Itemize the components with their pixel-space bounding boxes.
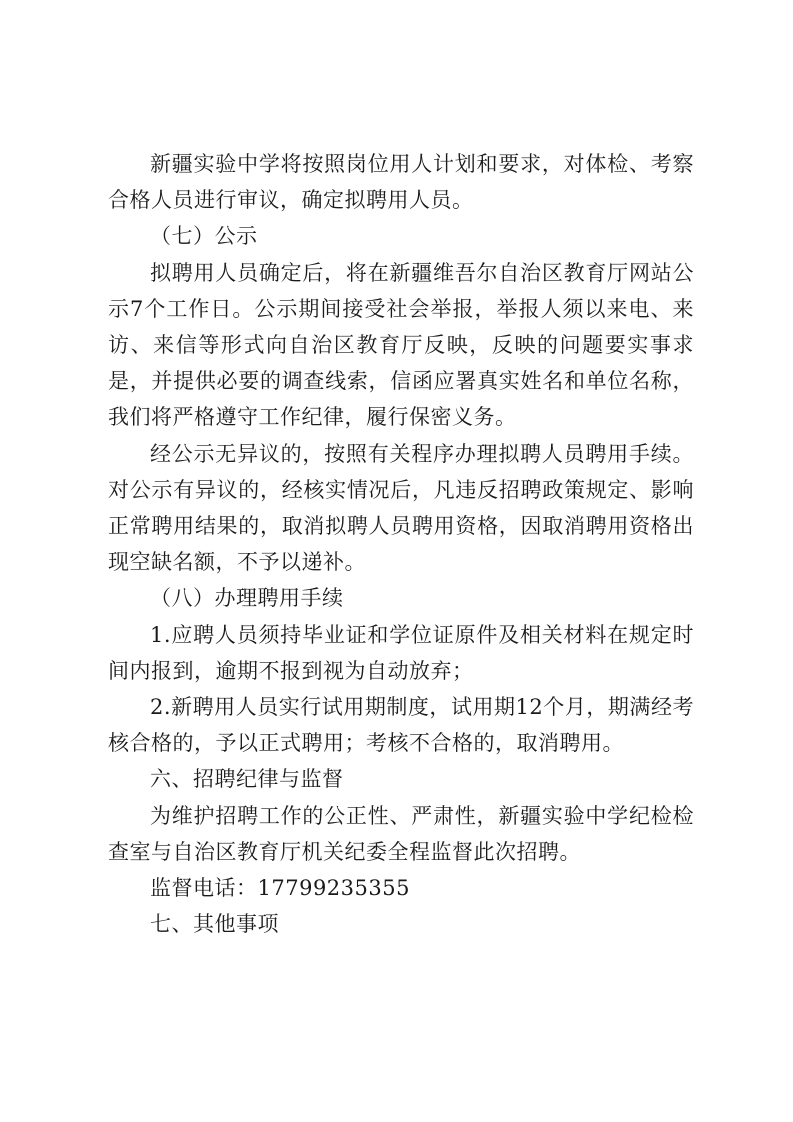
paragraph-report: 1.应聘人员须持毕业证和学位证原件及相关材料在规定时间内报到，逾期不报到视为自动放弃；	[108, 622, 694, 683]
heading-publicity: （七）公示	[150, 224, 258, 249]
paragraph-supervision: 为维护招聘工作的公正性、严肃性，新疆实验中学纪检检查室与自治区教育厅机关纪委全程监督此次招聘。	[108, 803, 694, 864]
paragraph-publicity: 拟聘用人员确定后，将在新疆维吾尔自治区教育厅网站公示7个工作日。公示期间接受社会举报，举报人须以来电、来访、来信等形式向自治区教育厅反映，反映的问题要实事求是，并提供必要的调查线索，信函应署真实姓名和单位名称，我们将严格遵守工作纪律，履行保密义务。	[108, 260, 694, 430]
heading-other-matters: 七、其他事项	[150, 912, 279, 937]
paragraph-probation: 2.新聘用人员实行试用期制度，试用期12个月，期满经考核合格的，予以正式聘用；考核不合格的，取消聘用。	[108, 695, 694, 756]
document-body	[108, 146, 694, 942]
paragraph-objection: 经公示无异议的，按照有关程序办理拟聘人员聘用手续。对公示有异议的，经核实情况后，凡违反招聘政策规定、影响正常聘用结果的，取消拟聘人员聘用资格，因取消聘用资格出现空缺名额，不予以递补。	[108, 441, 694, 575]
supervision-phone: 监督电话：17799235355	[150, 876, 410, 901]
heading-procedures: （八）办理聘用手续	[150, 586, 344, 611]
heading-discipline: 六、招聘纪律与监督	[150, 767, 344, 792]
paragraph-review: 新疆实验中学将按照岗位用人计划和要求，对体检、考察合格人员进行审议，确定拟聘用人员。	[108, 152, 694, 213]
